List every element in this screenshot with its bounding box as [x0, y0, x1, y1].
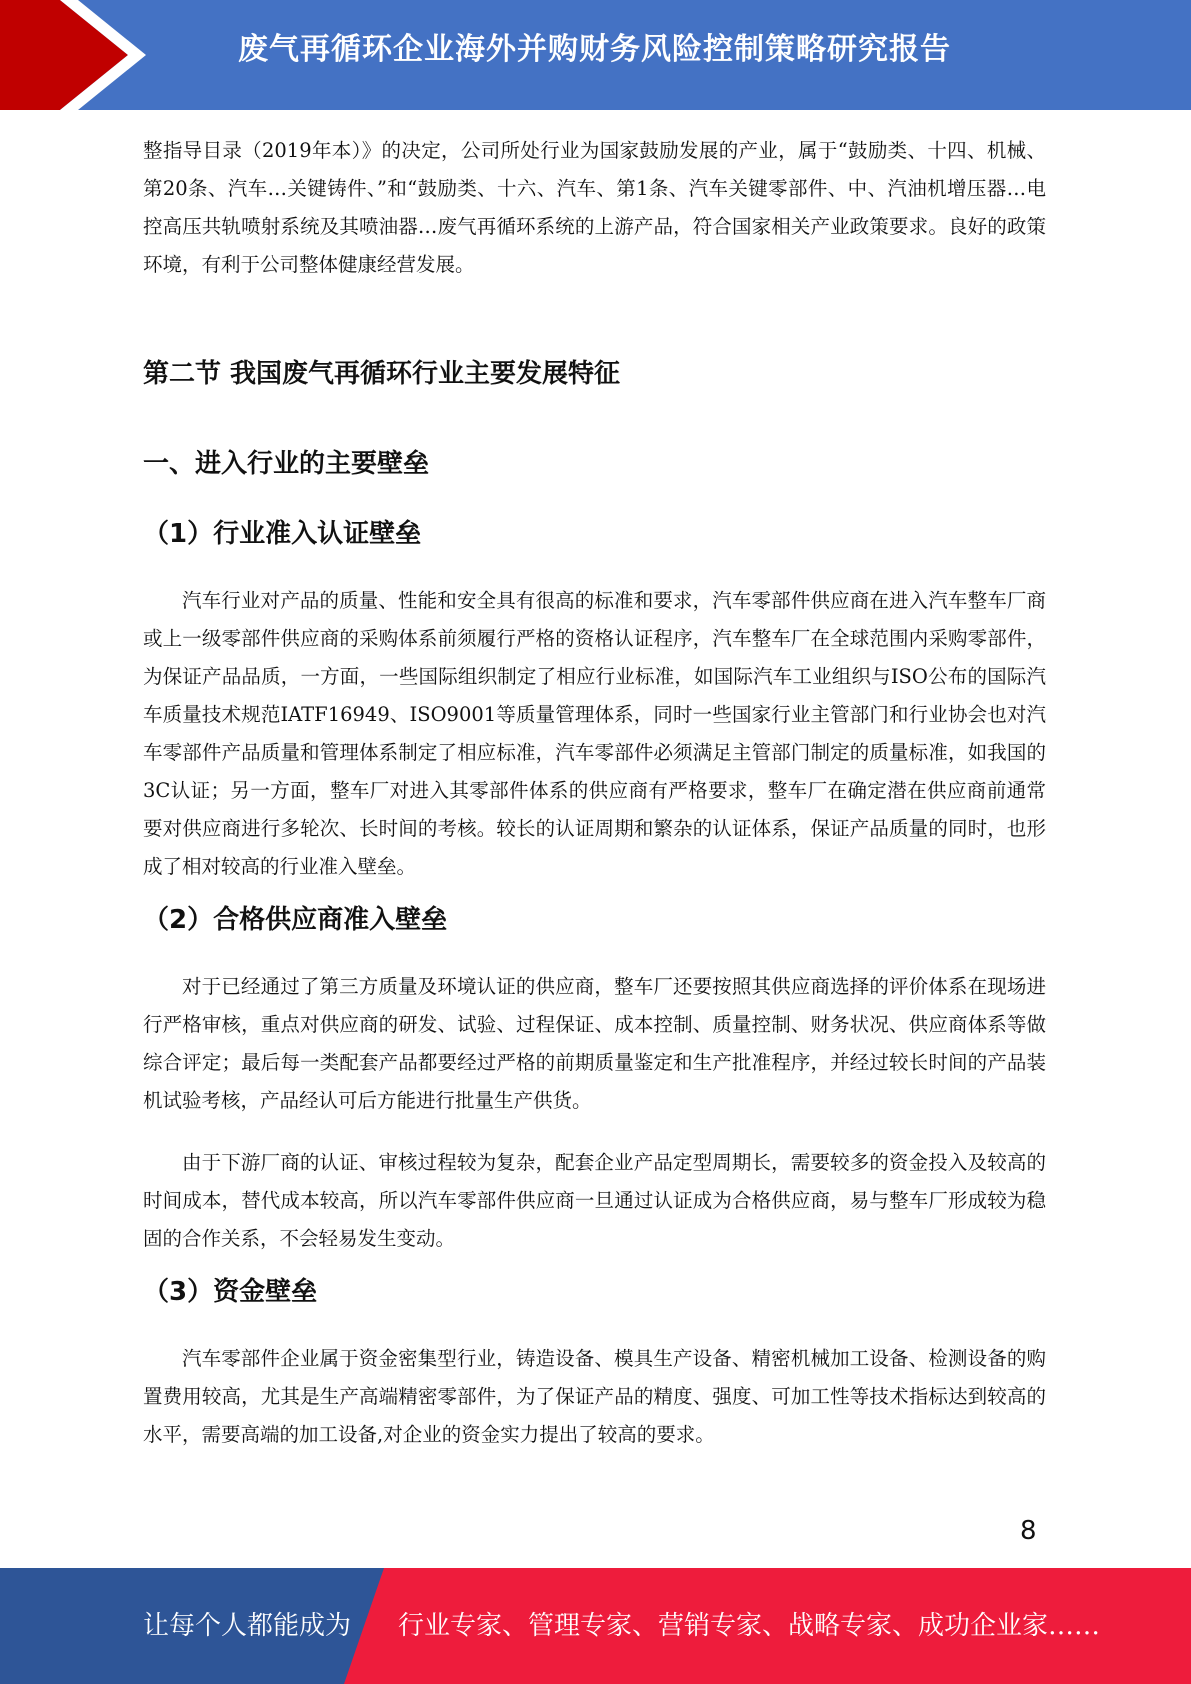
report-title: 废气再循环企业海外并购财务风险控制策略研究报告 — [238, 32, 951, 67]
page-header — [0, 0, 1191, 110]
barrier1-title: （1）行业准入认证壁垒 — [143, 519, 422, 549]
barrier2-title: （2）合格供应商准入壁垒 — [143, 905, 448, 935]
section-title: 第二节 我国废气再循环行业主要发展特征 — [143, 359, 621, 389]
barrier2-paragraph-2: 由于下游厂商的认证、审核过程较为复杂，配套企业产品定型周期长，需要较多的资金投入及较高的时间成本，替代成本较高，所以汽车零部件供应商一旦通过认证成为合格供应商，易与整车厂形成较为稳固的合作关系，不会轻易发生变动。 — [143, 1151, 1046, 1250]
subsection-title: 一、进入行业的主要壁垒 — [143, 449, 430, 479]
page-number: 8 — [1020, 1516, 1037, 1546]
footer-slogan-right: 行业专家、管理专家、营销专家、战略专家、成功企业家…… — [398, 1611, 1101, 1641]
barrier1-paragraph: 汽车行业对产品的质量、性能和安全具有很高的标准和要求，汽车零部件供应商在进入汽车整车厂商或上一级零部件供应商的采购体系前须履行严格的资格认证程序，汽车整车厂在全球范围内采购零部件，为保证产品品质，一方面，一些国际组织制定了相应行业标准，如国际汽车工业组织与ISO公布的国际汽车质量技术规范IATF16949、ISO9001等质量管理体系，同时一些国家行业主管部门和行业协会也对汽车零部件产品质量和管理体系制定了相应标准，汽车零部件必须满足主管部门制定的质量标准，如我国的3C认证；另一方面，整车厂对进入其零部件体系的供应商有严格要求，整车厂在确定潜在供应商前通常要对供应商进行多轮次、长时间的考核。较长的认证周期和繁杂的认证体系，保证产品质量的同时，也形成了相对较高的行业准入壁垒。 — [143, 589, 1046, 878]
barrier3-title: （3）资金壁垒 — [143, 1277, 318, 1307]
barrier2-paragraph-1: 对于已经通过了第三方质量及环境认证的供应商，整车厂还要按照其供应商选择的评价体系在现场进行严格审核，重点对供应商的研发、试验、过程保证、成本控制、质量控制、财务状况、供应商体系等做综合评定；最后每一类配套产品都要经过严格的前期质量鉴定和生产批准程序，并经过较长时间的产品装机试验考核，产品经认可后方能进行批量生产供货。 — [143, 975, 1046, 1112]
barrier3-paragraph: 汽车零部件企业属于资金密集型行业，铸造设备、模具生产设备、精密机械加工设备、检测设备的购置费用较高，尤其是生产高端精密零部件，为了保证产品的精度、强度、可加工性等技术指标达到较高的水平，需要高端的加工设备,对企业的资金实力提出了较高的要求。 — [143, 1347, 1046, 1446]
page-footer — [0, 1568, 1191, 1684]
intro-paragraph: 整指导目录（2019年本）》的决定，公司所处行业为国家鼓励发展的产业，属于“鼓励类、十四、机械、第20条、汽车…关键铸件、”和“鼓励类、十六、汽车、第1条、汽车关键零部件、中、汽油机增压器…电控高压共轨喷射系统及其喷油器…废气再循环系统的上游产品，符合国家相关产业政策要求。良好的政策环境，有利于公司整体健康经营发展。 — [143, 139, 1046, 276]
footer-slogan-left: 让每个人都能成为 — [143, 1611, 352, 1641]
page-content — [143, 132, 1046, 1454]
